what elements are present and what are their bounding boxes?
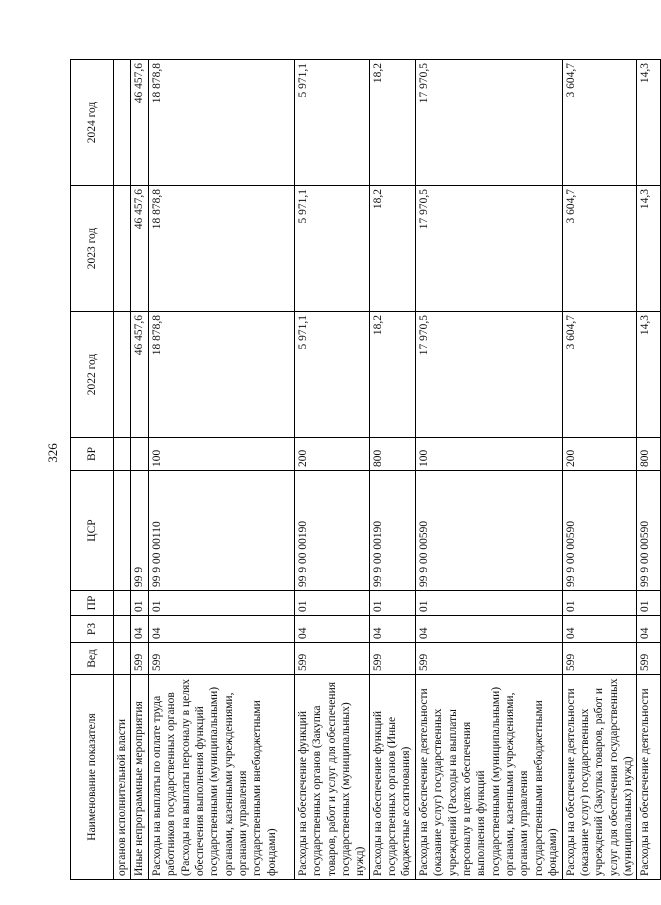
cell-rz: 04 [562, 616, 637, 643]
column-header: 2024 год [71, 60, 114, 186]
cell-pr: 01 [369, 591, 415, 616]
cell-pr: 01 [294, 591, 369, 616]
cell-pr: 01 [148, 591, 294, 616]
cell-csr: 99 9 00 00590 [562, 471, 637, 591]
cell-2022: 46 457,6 [131, 312, 148, 438]
cell-2024: 18 878,8 [148, 60, 294, 186]
cell-vr: 200 [562, 438, 637, 471]
cell-rz: 04 [148, 616, 294, 643]
cell-name: Расходы на обеспечение функций государственных органов (Иные бюджетные ассигнования) [369, 675, 415, 880]
column-header: ВР [71, 438, 114, 471]
table-row [148, 60, 294, 880]
cell-pr: 01 [562, 591, 637, 616]
table-row [562, 60, 637, 880]
cell-2023: 3 604,7 [562, 186, 637, 312]
table-container [70, 60, 652, 880]
cell-2024: 3 604,7 [562, 60, 637, 186]
cell-2022: 5 971,1 [294, 312, 369, 438]
cell-2022: 14,3 [637, 312, 661, 438]
column-header: Вед [71, 643, 114, 675]
table-row [131, 60, 148, 880]
cell-name: Расходы на обеспечение деятельности [637, 675, 661, 880]
cell-2023: 5 971,1 [294, 186, 369, 312]
cell-2022: 3 604,7 [562, 312, 637, 438]
column-header: 2023 год [71, 186, 114, 312]
cell-name: Расходы на обеспечение деятельности (оказание услуг) государственных учреждений (Расходы на выплаты персоналу в целях обеспечения выполнения функций государственными (муниципальными) органами, казенными учреждениями, органами управления государственными внебюджетными фондами) [415, 675, 562, 880]
cell-2024: 5 971,1 [294, 60, 369, 186]
cell-2022 [114, 312, 131, 438]
cell-ved [114, 643, 131, 675]
cell-2022: 18,2 [369, 312, 415, 438]
cell-csr: 99 9 00 00110 [148, 471, 294, 591]
cell-2023 [114, 186, 131, 312]
cell-2024 [114, 60, 131, 186]
cell-csr: 99 9 [131, 471, 148, 591]
page-number: 326 [45, 443, 60, 463]
cell-ved: 599 [562, 643, 637, 675]
cell-ved: 599 [369, 643, 415, 675]
cell-rz: 04 [131, 616, 148, 643]
column-header: РЗ [71, 616, 114, 643]
cell-pr: 01 [637, 591, 661, 616]
table-row [415, 60, 562, 880]
cell-2023: 46 457,6 [131, 186, 148, 312]
table-row [369, 60, 415, 880]
cell-vr: 200 [294, 438, 369, 471]
cell-csr [114, 471, 131, 591]
cell-name: Расходы на обеспечение функций государственных органов (Закупка товаров, работ и услуг для обеспечения государственных (муниципальных) нужд) [294, 675, 369, 880]
cell-pr: 01 [131, 591, 148, 616]
budget-table [70, 59, 661, 880]
cell-rz: 04 [637, 616, 661, 643]
table-row [114, 60, 131, 880]
cell-2022: 18 878,8 [148, 312, 294, 438]
cell-2023: 18 878,8 [148, 186, 294, 312]
cell-vr [114, 438, 131, 471]
cell-rz: 04 [415, 616, 562, 643]
cell-2024: 18,2 [369, 60, 415, 186]
cell-name: Расходы на выплаты по оплате труда работников государственных органов (Расходы на выплаты персоналу в целях обеспечения выполнения функций государственными (муниципальными) органами, казенными учреждениями, органами управления государственными внебюджетными фондами) [148, 675, 294, 880]
cell-2023: 18,2 [369, 186, 415, 312]
cell-csr: 99 9 00 00590 [637, 471, 661, 591]
cell-ved: 599 [131, 643, 148, 675]
cell-2024: 17 970,5 [415, 60, 562, 186]
column-header: Наименование показателя [71, 675, 114, 880]
cell-vr: 100 [415, 438, 562, 471]
cell-ved: 599 [148, 643, 294, 675]
cell-vr: 100 [148, 438, 294, 471]
cell-vr [131, 438, 148, 471]
cell-name: органов исполнительной власти [114, 675, 131, 880]
column-header: 2022 год [71, 312, 114, 438]
cell-vr: 800 [637, 438, 661, 471]
cell-ved: 599 [415, 643, 562, 675]
cell-rz: 04 [294, 616, 369, 643]
table-row [294, 60, 369, 880]
cell-csr: 99 9 00 00190 [369, 471, 415, 591]
cell-rz: 04 [369, 616, 415, 643]
cell-2023: 17 970,5 [415, 186, 562, 312]
cell-name: Расходы на обеспечение деятельности (оказание услуг) государственных учреждений (Закупка товаров, работ и услуг для обеспечения государственных (муниципальных) нужд) [562, 675, 637, 880]
cell-2024: 14,3 [637, 60, 661, 186]
cell-2024: 46 457,6 [131, 60, 148, 186]
cell-rz [114, 616, 131, 643]
table-row [637, 60, 661, 880]
cell-2022: 17 970,5 [415, 312, 562, 438]
cell-ved: 599 [637, 643, 661, 675]
cell-pr: 01 [415, 591, 562, 616]
cell-pr [114, 591, 131, 616]
cell-csr: 99 9 00 00590 [415, 471, 562, 591]
column-header: ПР [71, 591, 114, 616]
column-header: ЦСР [71, 471, 114, 591]
cell-csr: 99 9 00 00190 [294, 471, 369, 591]
table-header-row [71, 60, 114, 880]
cell-2023: 14,3 [637, 186, 661, 312]
cell-name: Иные непрограммные мероприятия [131, 675, 148, 880]
cell-ved: 599 [294, 643, 369, 675]
cell-vr: 800 [369, 438, 415, 471]
